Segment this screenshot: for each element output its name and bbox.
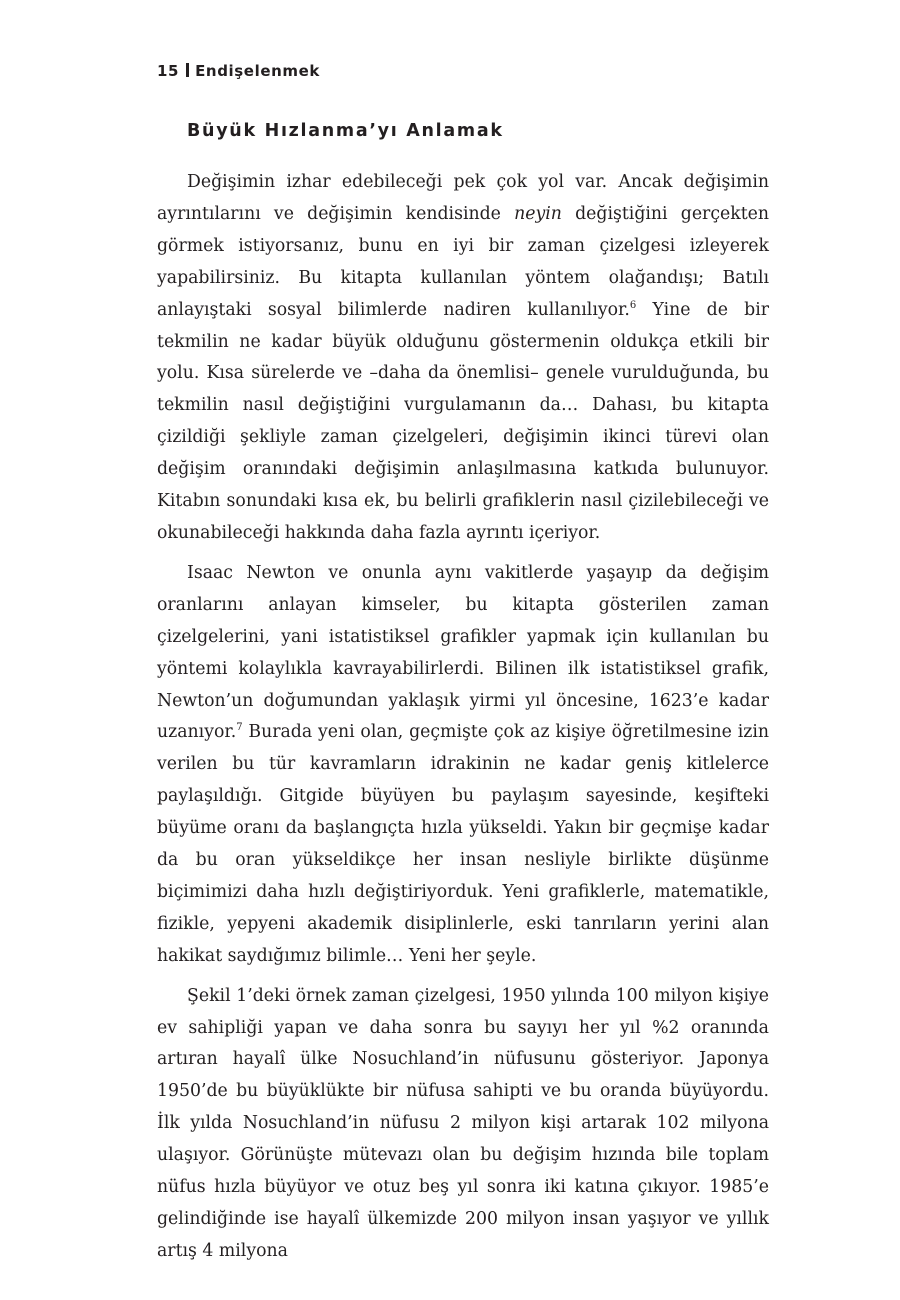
paragraph-2 (157, 558, 769, 973)
separator-bar (186, 63, 189, 77)
footnote-marker-7: 7 (236, 722, 243, 734)
emphasis-word: neyin (514, 203, 562, 224)
paragraph-1-part-1: Değişimin izhar edebileceği pek çok yol var. Ancak değişimin ayrıntılarını ve değişimin kendisinde (157, 172, 769, 224)
paragraph-2-part-1: Isaac Newton ve onunla aynı vakitlerde yaşayıp da değişim oranlarını anlayan kimseler, bu kitapta gösterilen zaman çizelgelerini, yani istatistiksel grafikler yapmak için kullanılan bu yöntemi kolaylıkla kavrayabilirlerdi. Bilinen ilk istatistiksel grafik, Newton’un doğumundan yaklaşık yirmi yıl öncesine, 1623’e kadar uzanıyor. (157, 562, 769, 743)
paragraph-1 (157, 167, 769, 550)
section-heading: Büyük Hızlanma’yı Anlamak (187, 121, 504, 141)
paragraph-1-part-2: değiştiğini gerçekten görmek istiyorsanız, bunu en iyi bir zaman çizelgesi izleyerek yapabilirsiniz. Bu kitapta kullanılan yöntem olağandışı; Batılı anlayıştaki sosyal bilimlerde nadiren kullanılıyor. (157, 203, 769, 320)
running-head (157, 62, 320, 80)
footnote-marker-6: 6 (629, 299, 637, 311)
chapter-title: Endişelenmek (195, 62, 320, 80)
body-text (157, 167, 769, 1276)
paragraph-2-part-2: Burada yeni olan, geçmişte çok az kişiye öğretilmesine izin verilen bu tür kavramların idrakinin ne kadar geniş kitlelerce paylaşıldığı. Gitgide büyüyen bu paylaşım sayesinde, keşifteki büyüme oranı da başlangıçta hızla yükseldi. Yakın bir geçmişe kadar da bu oran yükseldikçe her insan nesliyle birlikte düşünme biçimimizi daha hızlı değiştiriyorduk. Yeni grafiklerle, matematikle, fizikle, yepyeni akademik disiplinlerle, eski tanrıların yerini alan hakikat saydığımız bilimle… Yeni her şeyle. (157, 722, 769, 966)
paragraph-3: Şekil 1’deki örnek zaman çizelgesi, 1950 yılında 100 milyon kişiye ev sahipliği yapan ve daha sonra bu sayıyı her yıl %2 oranında artıran hayalî ülke Nosuchland’in nüfusunu gösteriyor. Japonya 1950’de bu büyüklükte bir nüfusa sahipti ve bu oranda büyüyordu. İlk yılda Nosuchland’in nüfusu 2 milyon kişi artarak 102 milyona ulaşıyor. Görünüşte mütevazı olan bu değişim hızında bile toplam nüfus hızla büyüyor ve otuz beş yıl sonra iki katına çıkıyor. 1985’e gelindiğinde ise hayalî ülkemizde 200 milyon insan yaşıyor ve yıllık artış 4 milyona (157, 985, 769, 1261)
paragraph-1-part-3: Yine de bir tekmilin ne kadar büyük olduğunu göstermenin oldukça etkili bir yolu. Kısa sürelerde ve –daha da önemlisi– genele vurulduğunda, bu tekmilin nasıl değiştiğini vurgulamanın da… Dahası, bu kitapta çizildiği şekliyle zaman çizelgeleri, değişimin ikinci türevi olan değişim oranındaki değişimin anlaşılmasına katkıda bulunuyor. Kitabın sonundaki kısa ek, bu belirli grafiklerin nasıl çizilebileceği ve okunabileceği hakkında daha fazla ayrıntı içeriyor. (157, 299, 770, 543)
page-number: 15 (157, 62, 180, 80)
